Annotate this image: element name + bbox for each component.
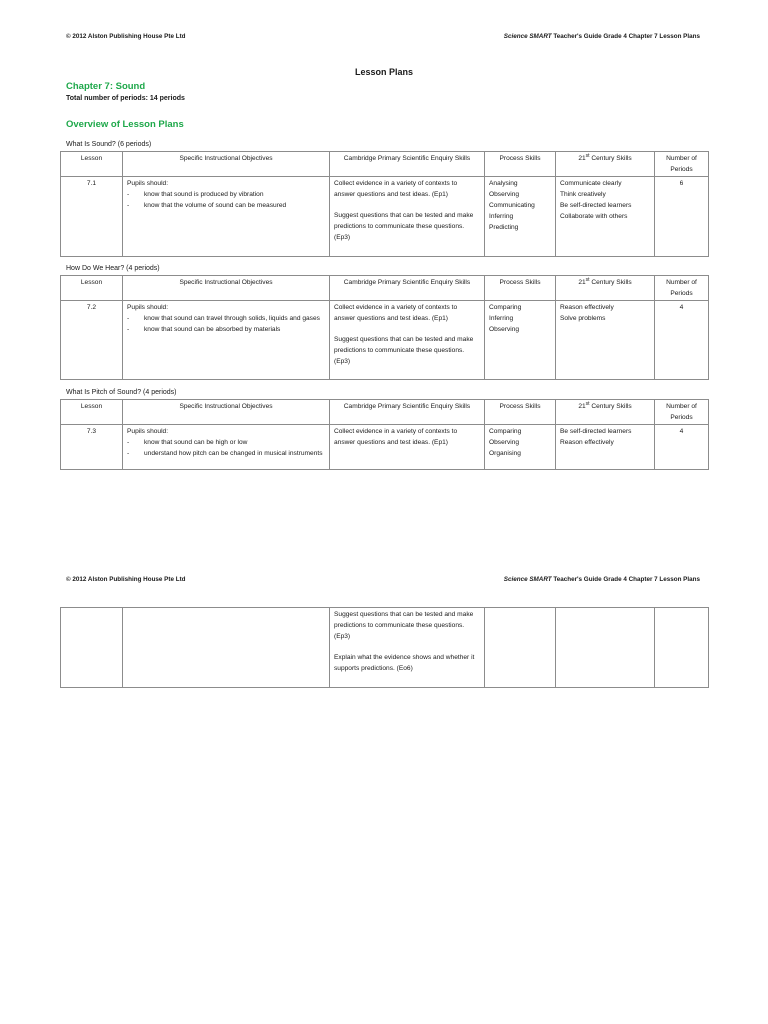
century-item: Be self-directed learners	[560, 202, 632, 209]
objective-item: - know that sound is produced by vibration	[127, 189, 325, 200]
century-num: 21	[578, 155, 586, 162]
col-lesson: Lesson	[61, 152, 123, 177]
century-item: Be self-directed learners	[560, 428, 632, 435]
periods-cell: 4	[655, 301, 709, 380]
periods-cell	[655, 608, 709, 688]
century-rest: Century Skills	[589, 155, 632, 162]
page-title: Lesson Plans	[354, 67, 414, 77]
century-rest: Century Skills	[589, 279, 632, 286]
process-item: Organising	[489, 450, 521, 457]
enquiry-cell	[330, 301, 485, 380]
process-item: Analysing	[489, 180, 518, 187]
enquiry-item: Collect evidence in a variety of contexts to answer questions and test ideas. (Ep1)	[334, 180, 458, 198]
objective-item: - know that sound can be high or low	[127, 437, 325, 448]
col-lesson: Lesson	[61, 400, 123, 425]
process-item: Communicating	[489, 202, 535, 209]
objective-item: - know that the volume of sound can be measured	[127, 200, 325, 211]
process-cell	[485, 301, 556, 380]
century-item: Communicate clearly	[560, 180, 622, 187]
periods-cell: 6	[655, 177, 709, 257]
century-cell	[556, 608, 655, 688]
lesson-table	[60, 399, 709, 470]
century-item: Collaborate with others	[560, 213, 628, 220]
century-item: Reason effectively	[560, 439, 614, 446]
century-item: Solve problems	[560, 315, 606, 322]
enquiry-item: Collect evidence in a variety of contexts to answer questions and test ideas. (Ep1)	[334, 428, 458, 446]
col-objectives: Specific Instructional Objectives	[123, 400, 330, 425]
table-header-row	[61, 152, 709, 177]
century-num: 21	[578, 279, 586, 286]
enquiry-item: Suggest questions that can be tested and make predictions to communicate these questions. (Ep3)	[334, 336, 474, 365]
table-header-row	[61, 400, 709, 425]
century-cell	[556, 425, 655, 470]
copyright-text: © 2012 Alston Publishing House Pte Ltd	[66, 33, 186, 40]
lesson-number: 7.1	[61, 177, 123, 257]
lesson-number: 7.3	[61, 425, 123, 470]
col-periods: Number of Periods	[655, 276, 709, 301]
col-objectives: Specific Instructional Objectives	[123, 152, 330, 177]
enquiry-item: Explain what the evidence shows and whether it supports predictions. (Eo6)	[334, 654, 475, 672]
enquiry-cell	[330, 177, 485, 257]
table-row	[61, 608, 709, 688]
lesson-table	[60, 151, 709, 257]
process-item: Inferring	[489, 315, 514, 322]
process-item: Observing	[489, 439, 520, 446]
lesson-number	[61, 608, 123, 688]
century-cell	[556, 177, 655, 257]
objective-item: - know that sound can travel through solids, liquids and gases	[127, 313, 325, 324]
century-item: Reason effectively	[560, 304, 614, 311]
col-enquiry: Cambridge Primary Scientific Enquiry Skills	[330, 152, 485, 177]
col-process: Process Skills	[485, 276, 556, 301]
objectives-intro: Pupils should:	[127, 304, 169, 311]
century-cell	[556, 301, 655, 380]
objectives-cell	[123, 301, 330, 380]
guide-title	[504, 576, 700, 583]
col-periods: Number of Periods	[655, 152, 709, 177]
century-num: 21	[578, 403, 586, 410]
overview-title: Overview of Lesson Plans	[66, 119, 184, 130]
process-cell	[485, 177, 556, 257]
enquiry-item: Suggest questions that can be tested and make predictions to communicate these questions. (Ep3)	[334, 611, 474, 640]
table-header-row	[61, 276, 709, 301]
process-item: Inferring	[489, 213, 514, 220]
guide-title-italic: Science SMART	[503, 33, 552, 40]
col-process: Process Skills	[485, 152, 556, 177]
enquiry-cell	[330, 425, 485, 470]
objectives-cell	[123, 608, 330, 688]
table-row	[61, 301, 709, 380]
century-rest: Century Skills	[589, 403, 632, 410]
copyright-text: © 2012 Alston Publishing House Pte Ltd	[66, 576, 186, 583]
col-process: Process Skills	[485, 400, 556, 425]
guide-title	[504, 33, 700, 40]
guide-title-rest: Teacher's Guide Grade 4 Chapter 7 Lesson Plans	[551, 33, 700, 40]
objective-item: - know that sound can be absorbed by materials	[127, 324, 325, 335]
century-sup: st	[585, 152, 590, 159]
enquiry-cell	[330, 608, 485, 688]
col-objectives: Specific Instructional Objectives	[123, 276, 330, 301]
col-century	[556, 400, 655, 425]
century-sup: st	[585, 400, 590, 407]
continuation-table	[60, 607, 709, 688]
objectives-cell	[123, 425, 330, 470]
lesson-number: 7.2	[61, 301, 123, 380]
process-item: Comparing	[489, 428, 522, 435]
century-sup: st	[585, 276, 590, 283]
guide-title-italic: Science SMART	[503, 576, 552, 583]
col-century	[556, 276, 655, 301]
enquiry-item: Collect evidence in a variety of contexts to answer questions and test ideas. (Ep1)	[334, 304, 458, 322]
periods-cell: 4	[655, 425, 709, 470]
col-century	[556, 152, 655, 177]
lesson-table	[60, 275, 709, 380]
objectives-cell	[123, 177, 330, 257]
total-periods: Total number of periods: 14 periods	[66, 95, 185, 102]
process-item: Observing	[489, 191, 520, 198]
guide-title-rest: Teacher's Guide Grade 4 Chapter 7 Lesson Plans	[551, 576, 700, 583]
col-enquiry: Cambridge Primary Scientific Enquiry Skills	[330, 400, 485, 425]
chapter-title: Chapter 7: Sound	[66, 81, 146, 92]
process-cell	[485, 425, 556, 470]
enquiry-item: Suggest questions that can be tested and make predictions to communicate these questions. (Ep3)	[334, 212, 474, 241]
section-heading: What Is Sound? (6 periods)	[66, 141, 152, 148]
century-item: Think creatively	[560, 191, 606, 198]
section-heading: What Is Pitch of Sound? (4 periods)	[66, 389, 177, 396]
col-lesson: Lesson	[61, 276, 123, 301]
process-item: Predicting	[489, 224, 519, 231]
section-heading: How Do We Hear? (4 periods)	[66, 265, 160, 272]
process-cell	[485, 608, 556, 688]
process-item: Observing	[489, 326, 520, 333]
table-row	[61, 177, 709, 257]
col-enquiry: Cambridge Primary Scientific Enquiry Skills	[330, 276, 485, 301]
objectives-intro: Pupils should:	[127, 180, 169, 187]
objectives-intro: Pupils should:	[127, 428, 169, 435]
process-item: Comparing	[489, 304, 522, 311]
objective-item: - understand how pitch can be changed in musical instruments	[127, 448, 325, 459]
col-periods: Number of Periods	[655, 400, 709, 425]
table-row	[61, 425, 709, 470]
